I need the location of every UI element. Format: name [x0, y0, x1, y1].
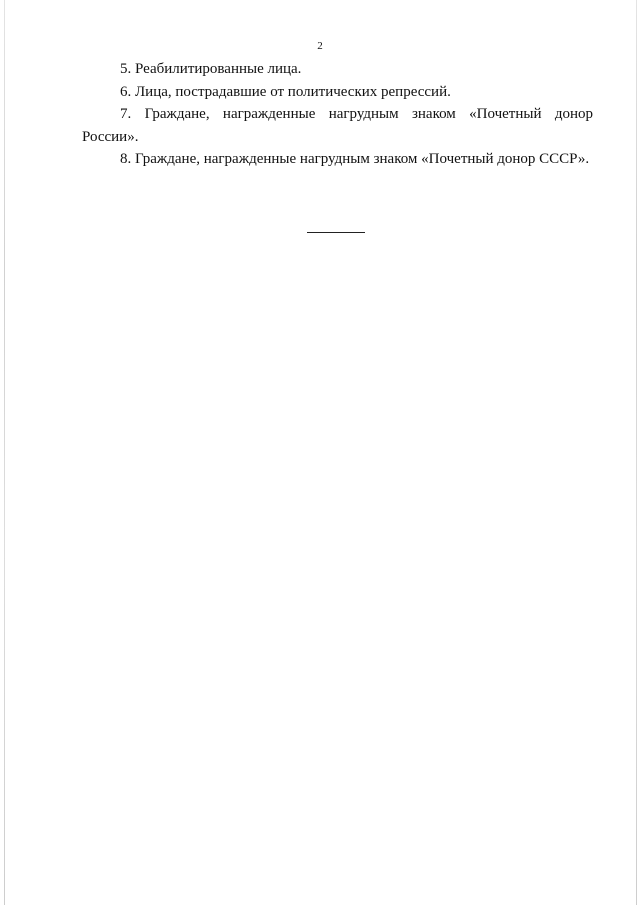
scan-edge-left — [4, 0, 5, 905]
list-item: 7. Граждане, награжденные нагрудным знаком «Почетный донор России». — [82, 106, 593, 145]
end-of-document-rule — [307, 232, 365, 233]
list-item: 6. Лица, пострадавшие от политических репрессий. — [120, 83, 451, 100]
document-body — [82, 58, 593, 171]
page-number: 2 — [317, 40, 323, 52]
scan-edge-right — [636, 0, 637, 905]
list-item: 5. Реабилитированные лица. — [120, 61, 302, 77]
list-item: 8. Граждане, награжденные нагрудным знаком «Почетный донор СССР». — [120, 151, 590, 167]
